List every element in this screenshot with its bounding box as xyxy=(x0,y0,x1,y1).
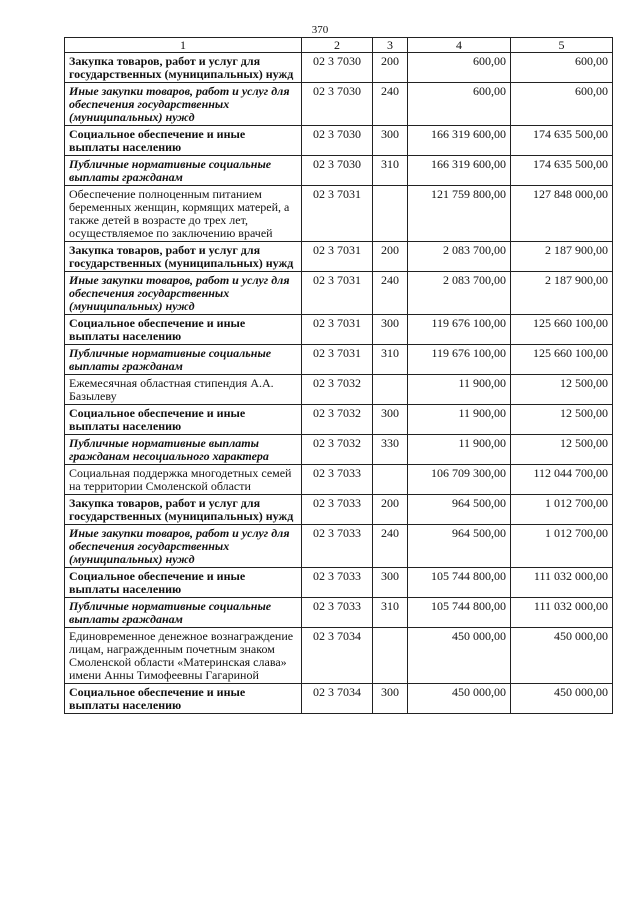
table-row xyxy=(65,568,613,598)
column-header-3: 3 xyxy=(373,38,408,53)
expense-name-cell: Публичные нормативные выплаты гражданам несоциального характера xyxy=(65,435,302,465)
amount-year-1-cell: 166 319 600,00 xyxy=(408,156,511,186)
target-article-cell: 02 3 7034 xyxy=(302,684,373,714)
table-row xyxy=(65,435,613,465)
column-header-4: 4 xyxy=(408,38,511,53)
expense-name-cell: Обеспечение полноценным питанием беременных женщин, кормящих матерей, а также детей в возрасте до трех лет, осуществляемое по заключению врачей xyxy=(65,186,302,242)
amount-year-2-cell: 125 660 100,00 xyxy=(511,345,613,375)
expense-type-cell xyxy=(373,465,408,495)
target-article-cell: 02 3 7031 xyxy=(302,242,373,272)
target-article-cell: 02 3 7031 xyxy=(302,272,373,315)
target-article-cell: 02 3 7032 xyxy=(302,375,373,405)
amount-year-2-cell: 1 012 700,00 xyxy=(511,525,613,568)
expense-name-cell: Иные закупки товаров, работ и услуг для обеспечения государственных (муниципальных) нужд xyxy=(65,83,302,126)
amount-year-2-cell: 111 032 000,00 xyxy=(511,568,613,598)
target-article-cell: 02 3 7033 xyxy=(302,495,373,525)
table-row xyxy=(65,315,613,345)
amount-year-1-cell: 106 709 300,00 xyxy=(408,465,511,495)
expense-type-cell: 240 xyxy=(373,525,408,568)
amount-year-2-cell: 12 500,00 xyxy=(511,375,613,405)
expense-name-cell: Публичные нормативные социальные выплаты гражданам xyxy=(65,598,302,628)
expense-type-cell: 300 xyxy=(373,126,408,156)
target-article-cell: 02 3 7030 xyxy=(302,53,373,83)
amount-year-2-cell: 450 000,00 xyxy=(511,684,613,714)
expense-type-cell: 310 xyxy=(373,598,408,628)
target-article-cell: 02 3 7031 xyxy=(302,186,373,242)
expense-name-cell: Социальное обеспечение и иные выплаты населению xyxy=(65,315,302,345)
expense-type-cell: 300 xyxy=(373,568,408,598)
amount-year-1-cell: 105 744 800,00 xyxy=(408,568,511,598)
expense-name-cell: Публичные нормативные социальные выплаты гражданам xyxy=(65,156,302,186)
expense-type-cell xyxy=(373,186,408,242)
expense-type-cell: 330 xyxy=(373,435,408,465)
target-article-cell: 02 3 7034 xyxy=(302,628,373,684)
table-row xyxy=(65,53,613,83)
amount-year-2-cell: 450 000,00 xyxy=(511,628,613,684)
expense-name-cell: Социальное обеспечение и иные выплаты населению xyxy=(65,684,302,714)
target-article-cell: 02 3 7031 xyxy=(302,315,373,345)
expense-name-cell: Иные закупки товаров, работ и услуг для обеспечения государственных (муниципальных) нужд xyxy=(65,525,302,568)
target-article-cell: 02 3 7033 xyxy=(302,568,373,598)
table-row xyxy=(65,495,613,525)
amount-year-2-cell: 12 500,00 xyxy=(511,405,613,435)
expense-name-cell: Социальное обеспечение и иные выплаты населению xyxy=(65,405,302,435)
amount-year-1-cell: 600,00 xyxy=(408,53,511,83)
table-row xyxy=(65,345,613,375)
expense-name-cell: Социальное обеспечение и иные выплаты населению xyxy=(65,568,302,598)
header-row xyxy=(65,38,613,53)
amount-year-1-cell: 11 900,00 xyxy=(408,435,511,465)
amount-year-2-cell: 1 012 700,00 xyxy=(511,495,613,525)
target-article-cell: 02 3 7032 xyxy=(302,435,373,465)
amount-year-1-cell: 119 676 100,00 xyxy=(408,345,511,375)
table-row xyxy=(65,83,613,126)
amount-year-2-cell: 127 848 000,00 xyxy=(511,186,613,242)
column-header-2: 2 xyxy=(302,38,373,53)
expense-type-cell: 310 xyxy=(373,156,408,186)
table-row xyxy=(65,242,613,272)
amount-year-2-cell: 600,00 xyxy=(511,53,613,83)
expense-name-cell: Закупка товаров, работ и услуг для государственных (муниципальных) нужд xyxy=(65,53,302,83)
expense-type-cell: 200 xyxy=(373,242,408,272)
amount-year-2-cell: 174 635 500,00 xyxy=(511,156,613,186)
table-row xyxy=(65,375,613,405)
target-article-cell: 02 3 7030 xyxy=(302,156,373,186)
amount-year-1-cell: 2 083 700,00 xyxy=(408,272,511,315)
expense-type-cell xyxy=(373,375,408,405)
column-header-1: 1 xyxy=(65,38,302,53)
amount-year-2-cell: 112 044 700,00 xyxy=(511,465,613,495)
amount-year-2-cell: 600,00 xyxy=(511,83,613,126)
table-row xyxy=(65,405,613,435)
amount-year-1-cell: 2 083 700,00 xyxy=(408,242,511,272)
amount-year-1-cell: 105 744 800,00 xyxy=(408,598,511,628)
table-row xyxy=(65,126,613,156)
budget-table xyxy=(64,37,613,714)
amount-year-2-cell: 2 187 900,00 xyxy=(511,272,613,315)
amount-year-2-cell: 12 500,00 xyxy=(511,435,613,465)
expense-type-cell: 200 xyxy=(373,53,408,83)
expense-name-cell: Закупка товаров, работ и услуг для государственных (муниципальных) нужд xyxy=(65,242,302,272)
table-row xyxy=(65,598,613,628)
amount-year-2-cell: 125 660 100,00 xyxy=(511,315,613,345)
amount-year-2-cell: 2 187 900,00 xyxy=(511,242,613,272)
amount-year-1-cell: 964 500,00 xyxy=(408,495,511,525)
expense-name-cell: Закупка товаров, работ и услуг для государственных (муниципальных) нужд xyxy=(65,495,302,525)
amount-year-1-cell: 121 759 800,00 xyxy=(408,186,511,242)
table-row xyxy=(65,186,613,242)
expense-type-cell xyxy=(373,628,408,684)
target-article-cell: 02 3 7030 xyxy=(302,83,373,126)
table-row xyxy=(65,156,613,186)
expense-name-cell: Социальная поддержка многодетных семей на территории Смоленской области xyxy=(65,465,302,495)
table-row xyxy=(65,525,613,568)
expense-type-cell: 300 xyxy=(373,684,408,714)
expense-type-cell: 240 xyxy=(373,272,408,315)
expense-name-cell: Социальное обеспечение и иные выплаты населению xyxy=(65,126,302,156)
amount-year-1-cell: 600,00 xyxy=(408,83,511,126)
target-article-cell: 02 3 7030 xyxy=(302,126,373,156)
target-article-cell: 02 3 7033 xyxy=(302,525,373,568)
amount-year-1-cell: 166 319 600,00 xyxy=(408,126,511,156)
amount-year-2-cell: 111 032 000,00 xyxy=(511,598,613,628)
target-article-cell: 02 3 7032 xyxy=(302,405,373,435)
expense-name-cell: Публичные нормативные социальные выплаты гражданам xyxy=(65,345,302,375)
amount-year-1-cell: 450 000,00 xyxy=(408,628,511,684)
expense-type-cell: 200 xyxy=(373,495,408,525)
amount-year-1-cell: 11 900,00 xyxy=(408,375,511,405)
table-body xyxy=(65,53,613,714)
table-row xyxy=(65,272,613,315)
target-article-cell: 02 3 7033 xyxy=(302,465,373,495)
target-article-cell: 02 3 7031 xyxy=(302,345,373,375)
table-row xyxy=(65,684,613,714)
table-row xyxy=(65,628,613,684)
expense-type-cell: 240 xyxy=(373,83,408,126)
column-header-5: 5 xyxy=(511,38,613,53)
expense-name-cell: Единовременное денежное вознаграждение лицам, награжденным почетным знаком Смоленской области «Материнская слава» имени Анны Тимофеевны Гагариной xyxy=(65,628,302,684)
target-article-cell: 02 3 7033 xyxy=(302,598,373,628)
expense-name-cell: Иные закупки товаров, работ и услуг для обеспечения государственных (муниципальных) нужд xyxy=(65,272,302,315)
amount-year-1-cell: 450 000,00 xyxy=(408,684,511,714)
table-row xyxy=(65,465,613,495)
expense-type-cell: 300 xyxy=(373,405,408,435)
amount-year-1-cell: 964 500,00 xyxy=(408,525,511,568)
expense-type-cell: 300 xyxy=(373,315,408,345)
page-number: 370 xyxy=(311,24,329,36)
amount-year-1-cell: 11 900,00 xyxy=(408,405,511,435)
expense-type-cell: 310 xyxy=(373,345,408,375)
expense-name-cell: Ежемесячная областная стипендия А.А. Базылеву xyxy=(65,375,302,405)
amount-year-2-cell: 174 635 500,00 xyxy=(511,126,613,156)
amount-year-1-cell: 119 676 100,00 xyxy=(408,315,511,345)
